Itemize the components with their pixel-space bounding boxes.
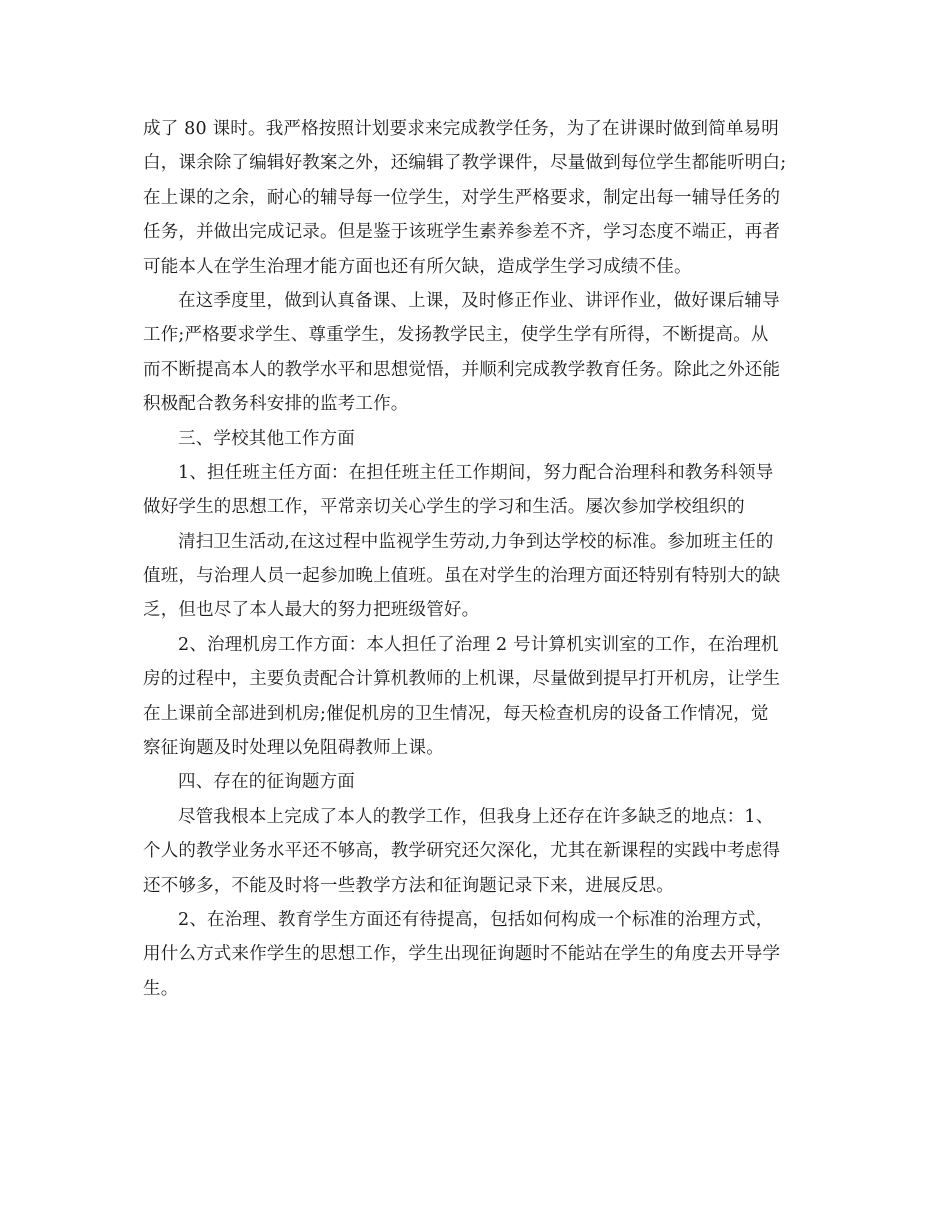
text-line: 乏，但也尽了本人最大的努力把班级管好。 xyxy=(143,600,480,621)
text-line: 2、在治理、教育学生方面还有待提高，包括如何构成一个标准的治理方式， xyxy=(178,909,774,930)
text-line: 用什么方式来作学生的思想工作，学生出现征询题时不能站在学生的角度去开导学 xyxy=(143,944,781,965)
text-line: 成了 80 课时。我严格按照计划要求来完成教学任务，为了在讲课时做到简单易明 xyxy=(143,119,779,139)
text-line: 生。 xyxy=(143,978,179,999)
text-line: 察征询题及时处理以免阻碍教师上课。 xyxy=(143,738,444,759)
text-line: 2、治理机房工作方面：本人担任了治理 2 号计算机实训室的工作，在治理机 xyxy=(178,634,779,655)
text-line: 尽管我根本上完成了本人的教学工作，但我身上还存在许多缺乏的地点：1、 xyxy=(178,806,774,827)
text-line: 可能本人在学生治理才能方面也还有所欠缺，造成学生学习成绩不佳。 xyxy=(143,256,692,277)
text-line: 1、担任班主任方面：在担任班主任工作期间，努力配合治理科和教务科领导 xyxy=(178,462,774,483)
text-line: 而不断提高本人的教学水平和思想觉悟，并顺利完成教学教育任务。除此之外还能 xyxy=(143,359,781,380)
document-body xyxy=(143,112,811,1006)
text-line: 积极配合教务科安排的监考工作。 xyxy=(143,394,409,415)
text-line: 在上课的之余，耐心的辅导每一位学生，对学生严格要求，制定出每一辅导任务的 xyxy=(143,187,781,208)
text-line: 四、存在的征询题方面 xyxy=(178,772,355,793)
text-line: 工作;严格要求学生、尊重学生，发扬教学民主，使学生学有所得，不断提高。从 xyxy=(143,325,769,346)
text-line: 任务，并做出完成记录。但是鉴于该班学生素养参差不齐，学习态度不端正，再者 xyxy=(143,222,781,243)
text-line: 还不够多，不能及时将一些教学方法和征询题记录下来，进展反思。 xyxy=(143,875,674,896)
text-line: 值班，与治理人员一起参加晚上值班。虽在对学生的治理方面还特别有特别大的缺 xyxy=(143,566,781,587)
text-line: 三、学校其他工作方面 xyxy=(178,428,355,449)
text-line: 白，课余除了编辑好教案之外，还编辑了教学课件，尽量做到每位学生都能听明白; xyxy=(143,153,787,174)
text-line: 在上课前全部进到机房;催促机房的卫生情况，每天检查机房的设备工作情况，觉 xyxy=(143,703,769,724)
text-line: 房的过程中，主要负责配合计算机教师的上机课，尽量做到提早打开机房，让学生 xyxy=(143,669,781,690)
text-line: 在这季度里，做到认真备课、上课，及时修正作业、讲评作业，做好课后辅导 xyxy=(178,290,780,311)
text-line: 清扫卫生活动,在这过程中监视学生劳动,力争到达学校的标准。参加班主任的 xyxy=(178,531,774,552)
text-line: 做好学生的思想工作，平常亲切关心学生的学习和生活。屡次参加学校组织的 xyxy=(143,497,745,518)
text-line: 个人的教学业务水平还不够高，教学研究还欠深化，尤其在新课程的实践中考虑得 xyxy=(143,841,781,862)
